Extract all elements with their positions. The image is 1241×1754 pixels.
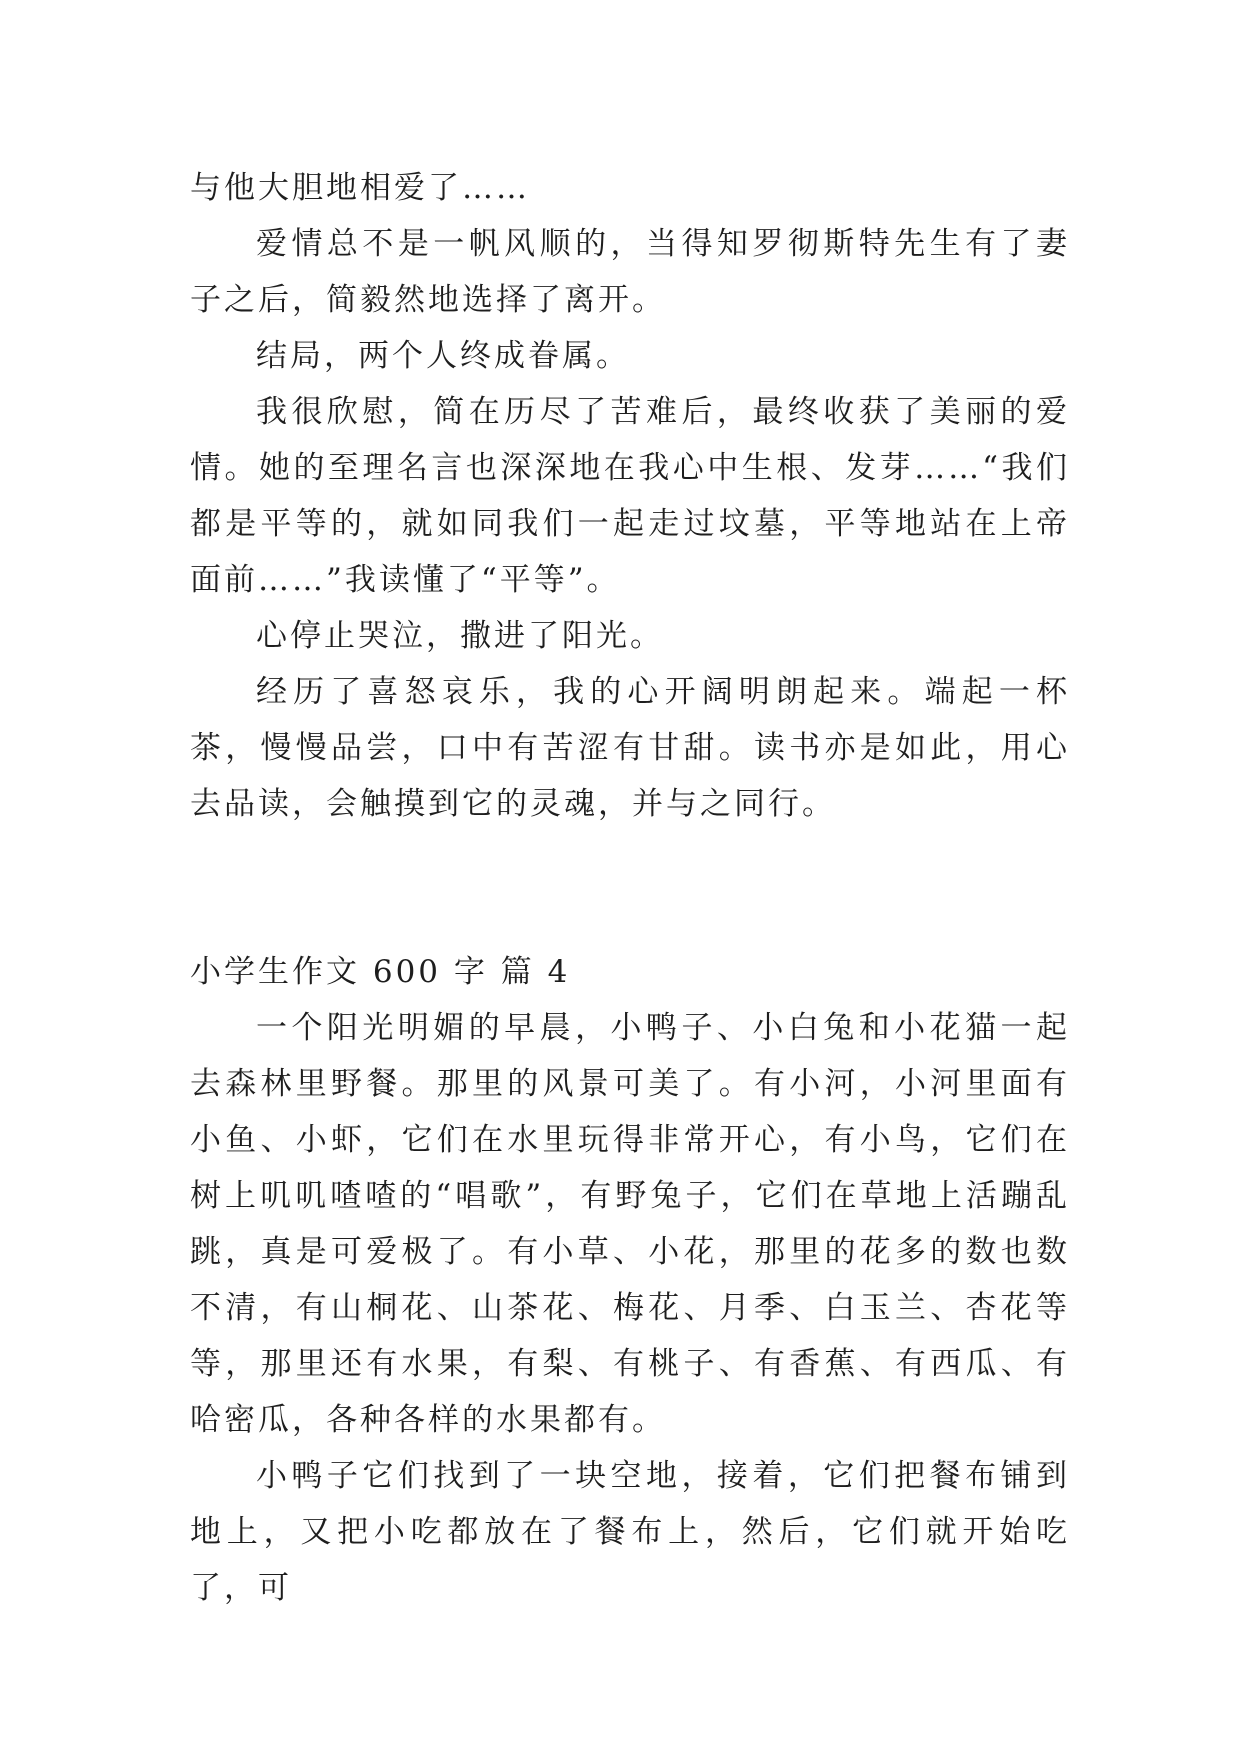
paragraph: 一个阳光明媚的早晨，小鸭子、小白兔和小花猫一起去森林里野餐。那里的风景可美了。有小河，小河里面有小鱼、小虾，它们在水里玩得非常开心，有小鸟，它们在树上叽叽喳喳的“唱歌”，有野兔子，它们在草地上活蹦乱跳，真是可爱极了。有小草、小花，那里的花多的数也数不清，有山桐花、山茶花、梅花、月季、白玉兰、杏花等等，那里还有水果，有梨、有桃子、有香蕉、有西瓜、有哈密瓜，各种各样的水果都有。	[190, 1010, 1070, 1438]
section-title: 小学生作文 600 字 篇 4	[190, 954, 571, 990]
document-body	[190, 160, 1070, 1616]
paragraph: 经历了喜怒哀乐，我的心开阔明朗起来。端起一杯茶，慢慢品尝，口中有苦涩有甘甜。读书亦是如此，用心去品读，会触摸到它的灵魂，并与之同行。	[190, 674, 1070, 822]
paragraph: 我很欣慰，简在历尽了苦难后，最终收获了美丽的爱情。她的至理名言也深深地在我心中生根、发芽……“我们都是平等的，就如同我们一起走过坟墓，平等地站在上帝面前……”我读懂了“平等”。	[190, 394, 1070, 598]
paragraph-continuation: 与他大胆地相爱了……	[190, 170, 530, 206]
paragraph: 爱情总不是一帆风顺的，当得知罗彻斯特先生有了妻子之后，简毅然地选择了离开。	[190, 226, 1070, 318]
paragraph: 结局，两个人终成眷属。	[256, 338, 630, 374]
paragraph: 心停止哭泣，撒进了阳光。	[256, 618, 664, 654]
paragraph: 小鸭子它们找到了一块空地，接着，它们把餐布铺到地上，又把小吃都放在了餐布上，然后，它们就开始吃了，可	[190, 1458, 1070, 1606]
